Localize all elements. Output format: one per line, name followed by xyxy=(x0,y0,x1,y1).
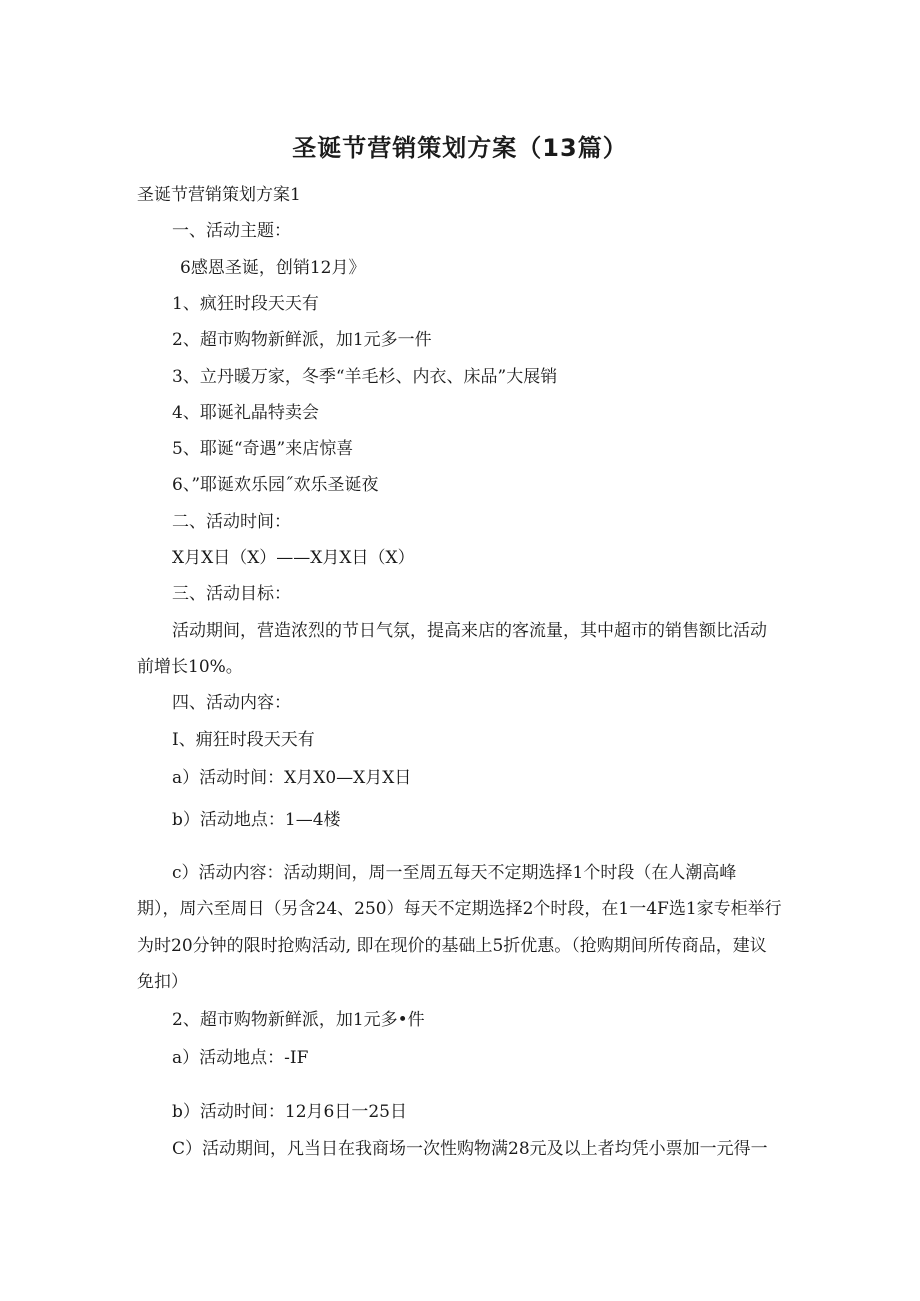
paragraph-line: X月X日（X）——X月X日（X） xyxy=(172,548,415,568)
paragraph-line: 前增长10%。 xyxy=(137,657,243,677)
document-title: 圣诞节营销策划方案（13篇） xyxy=(292,134,628,162)
paragraph-line: 4、耶诞礼晶特卖会 xyxy=(172,403,319,423)
paragraph-line: 3、立丹暖万家，冬季“羊毛杉、内衣、床品”大展销 xyxy=(172,367,558,387)
paragraph-line: 2、超市购物新鲜派，加1元多•件 xyxy=(172,1010,425,1030)
paragraph-line: 1、疯狂时段天天有 xyxy=(172,294,319,314)
paragraph-line: 6感恩圣诞，创销12月》 xyxy=(180,258,366,278)
paragraph-line: a）活动地点：-IF xyxy=(172,1048,309,1068)
paragraph-line: 三、活动目标： xyxy=(172,584,291,604)
paragraph-line: 四、活动内容： xyxy=(172,693,291,713)
paragraph-line: b）活动地点：1—4楼 xyxy=(172,810,341,830)
paragraph-line: 活动期间，营造浓烈的节日气氛，提高来店的客流量，其中超市的销售额比活动 xyxy=(172,621,767,641)
paragraph-line: b）活动时间：12月6日一25日 xyxy=(172,1102,407,1122)
paragraph-line: 期），周六至周日（另含24、250）每天不定期选择2个时段，在1一4F选1家专柜举行 xyxy=(137,899,782,919)
paragraph-line: 为时20分钟的限时抢购活动, 即在现价的基础上5折优惠。（抢购期间所传商品，建议 xyxy=(137,936,767,956)
section-subtitle: 圣诞节营销策划方案1 xyxy=(137,185,301,205)
paragraph-line: C）活动期间，凡当日在我商场一次性购物满28元及以上者均凭小票加一元得一 xyxy=(172,1139,768,1159)
paragraph-line: 二、活动时间： xyxy=(172,512,291,532)
paragraph-line: 2、超市购物新鲜派，加1元多一件 xyxy=(172,330,432,350)
paragraph-line: 6、”耶诞欢乐园˝欢乐圣诞夜 xyxy=(172,475,379,495)
paragraph-line: c）活动内容：活动期间，周一至周五每天不定期选择1个时段（在人潮高峰 xyxy=(172,863,737,883)
paragraph-line: 一、活动主题： xyxy=(172,221,291,241)
paragraph-line: 免扣） xyxy=(137,972,188,992)
paragraph-line: a）活动时间：X月X0—X月X日 xyxy=(172,768,412,788)
paragraph-line: I、痈狂时段天天有 xyxy=(172,730,315,750)
paragraph-line: 5、耶诞“奇遇”来店惊喜 xyxy=(172,439,354,459)
